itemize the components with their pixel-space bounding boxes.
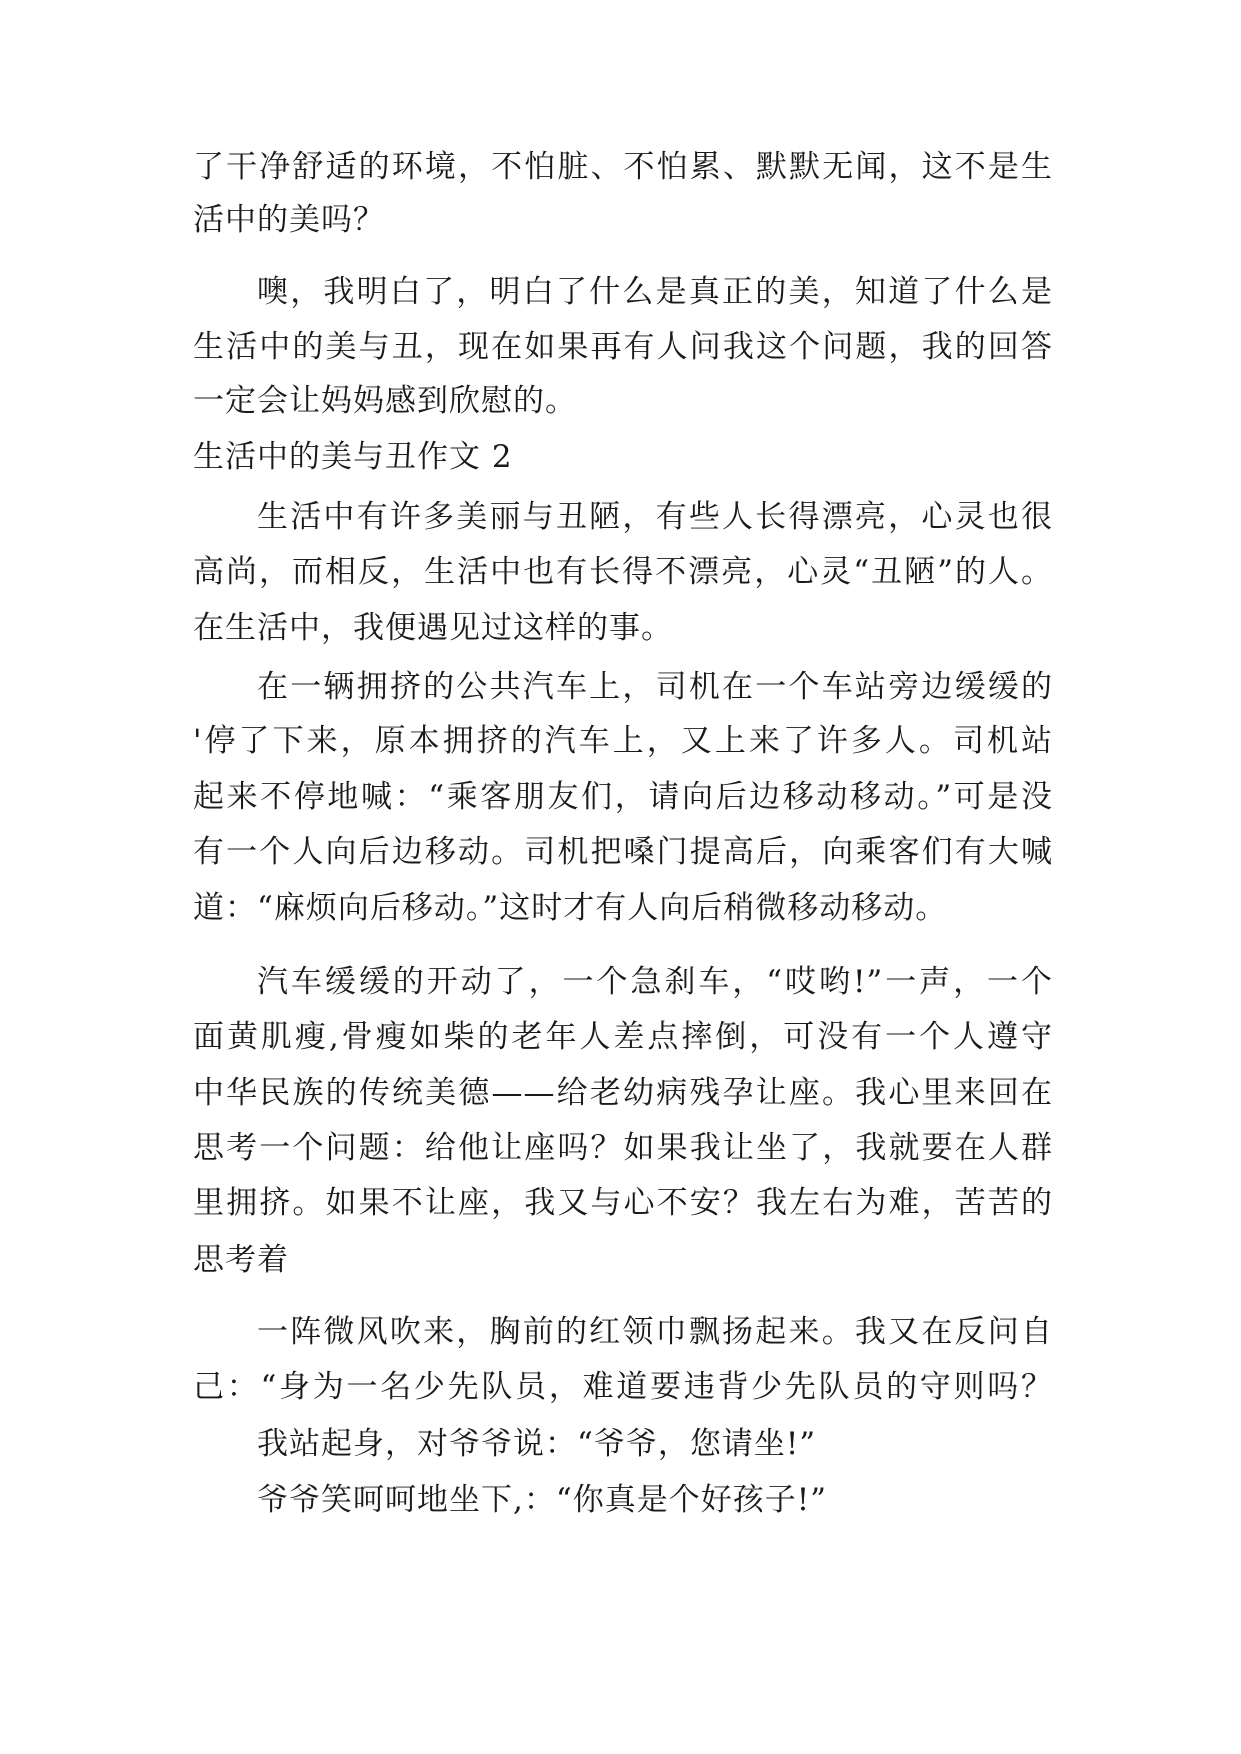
text-line: 思考着 [193,1242,289,1278]
text-line: 起来不停地喊：“乘客朋友们，请向后边移动移动。”可是没 [193,779,1053,815]
text-line: 生活中的美与丑，现在如果再有人问我这个问题，我的回答 [193,329,1053,365]
text-line: 己：“身为一名少先队员，难道要违背少先队员的守则吗？ [193,1369,1053,1405]
text-line: 道：“麻烦向后移动。”这时才有人向后稍微移动移动。 [193,890,948,926]
text-line: 噢，我明白了，明白了什么是真正的美，知道了什么是 [257,274,1053,310]
text-line: 在生活中，我便遇见过这样的事。 [193,610,673,646]
text-line: 汽车缓缓的开动了，一个急刹车，“哎哟!”一声，一个 [257,964,1053,1000]
text-line: 在一辆拥挤的公共汽车上，司机在一个车站旁边缓缓的 [257,669,1053,705]
text-line: 高尚，而相反，生活中也有长得不漂亮，心灵“丑陋”的人。 [193,554,1053,590]
text-line: 面黄肌瘦,骨瘦如柴的老年人差点摔倒，可没有一个人遵守 [193,1019,1053,1055]
text-line: 思考一个问题：给他让座吗？如果我让坐了，我就要在人群 [193,1130,1053,1166]
text-line: 一定会让妈妈感到欣慰的。 [193,383,577,419]
text-line: 活中的美吗？ [193,202,385,238]
text-line: 有一个人向后边移动。司机把嗓门提高后，向乘客们有大喊 [193,834,1053,870]
text-line: 里拥挤。如果不让座，我又与心不安？我左右为难，苦苦的 [193,1185,1053,1221]
text-line: 爷爷笑呵呵地坐下,：“你真是个好孩子!” [257,1482,828,1518]
text-line: 生活中有许多美丽与丑陋，有些人长得漂亮，心灵也很 [257,499,1053,535]
text-line: '停了下来，原本拥挤的汽车上，又上来了许多人。司机站 [193,723,1053,759]
text-line: 中华民族的传统美德——给老幼病残孕让座。我心里来回在 [193,1075,1053,1111]
text-line: 了干净舒适的环境，不怕脏、不怕累、默默无闻，这不是生 [193,149,1053,185]
text-line: 一阵微风吹来，胸前的红领巾飘扬起来。我又在反问自 [257,1314,1053,1350]
section-heading: 生活中的美与丑作文 2 [193,439,513,475]
text-line: 我站起身，对爷爷说：“爷爷，您请坐!” [257,1426,817,1462]
